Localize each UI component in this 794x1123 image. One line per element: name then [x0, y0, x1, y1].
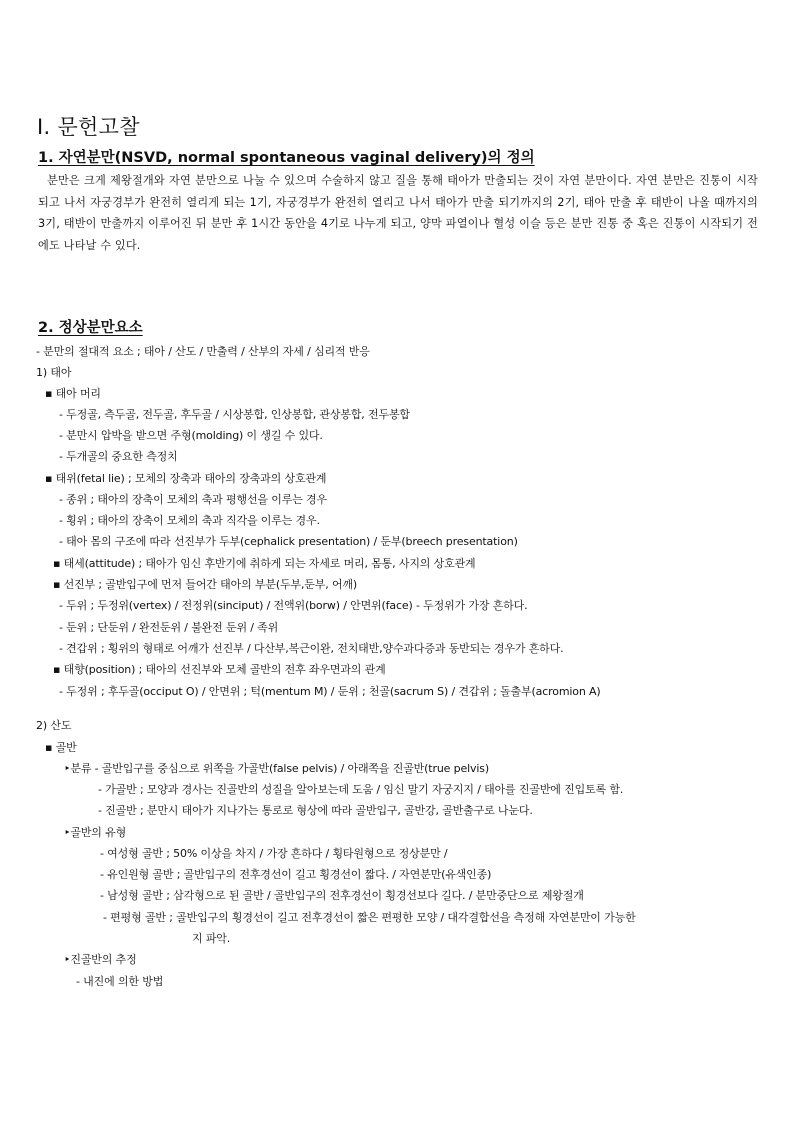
text-line: - 남성형 골반 ; 삼각형으로 된 골반 / 골반입구의 전후경선이 횡경선보다 길다. / 분만중단으로 제왕절개: [100, 889, 584, 902]
text-line: - 분만시 압박을 받으면 주형(molding) 이 생길 수 있다.: [59, 429, 323, 442]
text-line: ‣진골반의 추정: [64, 953, 137, 966]
text-line: - 횡위 ; 태아의 장축이 모체의 축과 직각을 이루는 경우.: [59, 514, 320, 527]
text-line: - 종위 ; 태아의 장축이 모체의 축과 평행선을 이루는 경우: [59, 493, 327, 506]
text-line: ▪ 태세(attitude) ; 태아가 임신 후반기에 취하게 되는 자세로 머리, 몸통, 사지의 상호관계: [53, 557, 476, 570]
text-line: - 편평형 골반 ; 골반입구의 횡경선이 길고 전후경선이 짧은 편평한 모양 / 대각결합선을 측정해 자연분만이 가능한: [103, 911, 636, 924]
text-line: - 진골반 ; 분만시 태아가 지나가는 통로로 형상에 따라 골반입구, 골반강, 골반출구로 나눈다.: [98, 804, 533, 817]
section-1-heading: 1. 자연분만(NSVD, normal spontaneous vaginal delivery)의 정의: [38, 150, 535, 166]
text-line: 지 파악.: [192, 932, 231, 945]
text-line: ▪ 선진부 ; 골반입구에 먼저 들어간 태아의 부분(두부,둔부, 어깨): [53, 578, 358, 591]
text-line: ▪ 태아 머리: [45, 387, 101, 400]
text-line: 1) 태아: [36, 366, 72, 379]
text-line: - 가골반 ; 모양과 경사는 진골반의 성질을 알아보는데 도움 / 임신 말기 자궁지지 / 태아를 진골반에 진입토록 함.: [98, 783, 624, 796]
text-line: - 여성형 골반 ; 50% 이상을 차지 / 가장 흔하다 / 횡타원형으로 정상분만 /: [100, 847, 448, 860]
text-line: - 내진에 의한 방법: [76, 975, 164, 988]
section-1-paragraph: 분만은 크게 제왕절개와 자연 분만으로 나눌 수 있으며 수술하지 않고 질을 통해 태아가 만출되는 것이 자연 분만이다. 자연 분만은 진통이 시작되고 나서 자궁경부가 완전히 열리게 되는 1기, 자궁경부가 완전히 열리고 나서 태아가 만출 되기까지의 2기, 태아 만출 후 태반이 나올 때까지의 3기, 태반이 만출까지 이루어진 뒤 분만 후 1시간 동안을 4기로 나누게 되고, 양막 파열이나 혈성 이슬 등은 분만 진통 중 혹은 진통이 시작되기 전에도 나타날 수 있다.: [38, 174, 758, 252]
text-line: ‣골반의 유형: [64, 826, 127, 839]
text-line: - 유인원형 골반 ; 골반입구의 전후경선이 길고 횡경선이 짧다. / 자연분만(유색인종): [100, 868, 492, 881]
text-line: 2) 산도: [36, 719, 72, 732]
text-line: ‣분류 - 골반입구를 중심으로 위쪽을 가골반(false pelvis) / 아래쪽을 진골반(true pelvis): [64, 762, 489, 775]
text-line: - 두위 ; 두정위(vertex) / 전정위(sinciput) / 전액위(borw) / 안면위(face) - 두정위가 가장 흔하다.: [59, 599, 528, 612]
text-line: ▪ 태위(fetal lie) ; 모체의 장축과 태아의 장축과의 상호관계: [45, 472, 327, 485]
text-line: - 둔위 ; 단둔위 / 완전둔위 / 불완전 둔위 / 족위: [59, 621, 279, 634]
text-line: ▪ 골반: [45, 741, 77, 754]
page-title: Ⅰ. 문헌고찰: [37, 115, 140, 139]
text-line: - 분만의 절대적 요소 ; 태아 / 산도 / 만출력 / 산부의 자세 / 심리적 반응: [36, 345, 370, 358]
text-line: - 두개골의 중요한 측정치: [59, 450, 178, 463]
text-line: ▪ 태향(position) ; 태아의 선진부와 모체 골반의 전후 좌우면과의 관계: [53, 663, 386, 676]
text-line: - 태아 몸의 구조에 따라 선진부가 두부(cephalick presentation) / 둔부(breech presentation): [59, 535, 518, 548]
text-line: - 두정위 ; 후두골(occiput O) / 안면위 ; 턱(mentum M) / 둔위 ; 천골(sacrum S) / 견갑위 ; 돌출부(acromion A): [59, 685, 601, 698]
text-line: - 견갑위 ; 횡위의 형태로 어깨가 선진부 / 다산부,복근이완, 전치태반,양수과다증과 동반되는 경우가 흔하다.: [59, 642, 564, 655]
text-line: - 두정골, 측두골, 전두골, 후두골 / 시상봉합, 인상봉합, 관상봉합, 전두봉합: [59, 408, 410, 421]
section-2-heading: 2. 정상분만요소: [38, 320, 143, 336]
